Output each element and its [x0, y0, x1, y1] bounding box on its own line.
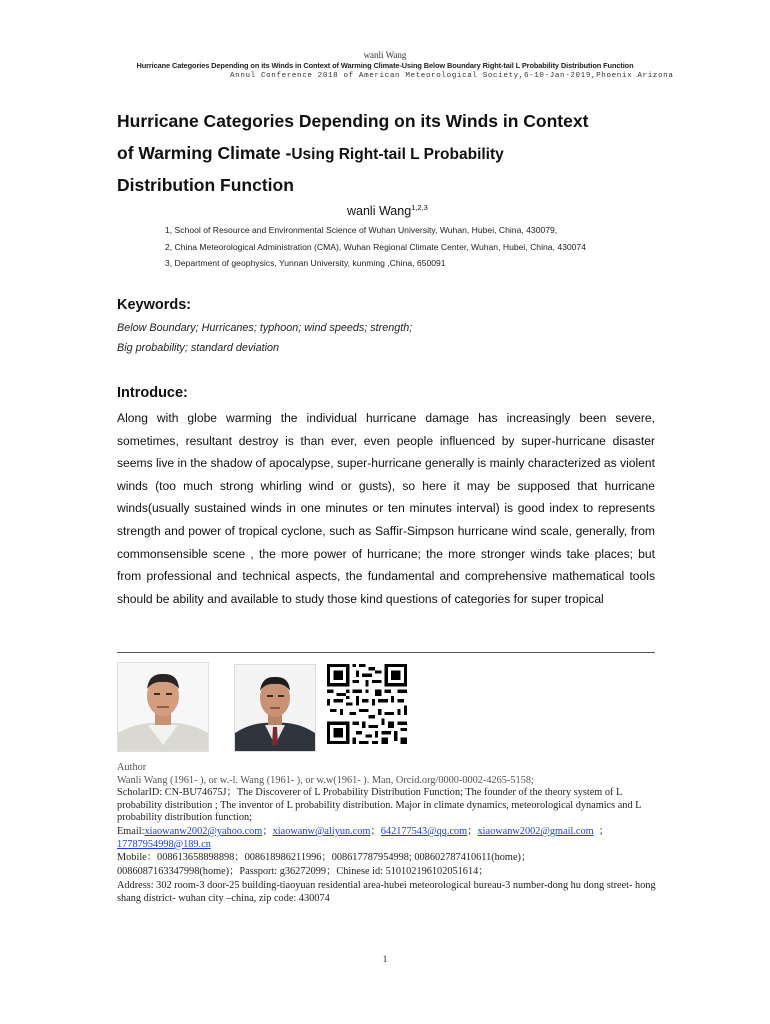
email-link-1[interactable]: xiaowanw2002@yahoo.com	[144, 826, 263, 837]
qr-code-icon	[327, 664, 407, 744]
running-head-author: wanli Wang	[363, 50, 407, 60]
title-line-2-sub: Using Right-tail L Probability	[291, 145, 504, 163]
author-superscript: 1,2,3	[411, 203, 428, 212]
author-name	[347, 203, 428, 218]
email-label: Email:	[117, 826, 145, 837]
keywords-heading: Keywords:	[117, 297, 192, 313]
footnote-address: Address: 302 room-3 door-25 building-tiaoyuan residential area-hubei meteorological bureau-3 number-dong hu dong street- hong shang district- wuhan city –china, zip code: 430074	[117, 880, 656, 904]
footnote-author-label: Author	[117, 762, 147, 773]
footnote-mobile: Mobile：008613658898898；008618986211996；008617787954998; 008602787410611(home)；	[117, 852, 532, 863]
introduce-heading: Introduce:	[117, 385, 188, 401]
email-separator: ；	[262, 826, 273, 837]
affiliation-1: 1, School of Resource and Environmental Science of Wuhan University, Wuhan, Hubei, China, 430079,	[165, 225, 558, 235]
title-line-2-main: of Warming Climate -	[117, 142, 292, 163]
footnote-rule	[117, 652, 655, 653]
running-head-title: Hurricane Categories Depending on its Winds in Context of Warming Climate-Using Below Boundary Right-tail L Probability Distribution Function	[136, 61, 634, 70]
keywords-line-1: Below Boundary; Hurricanes; typhoon; wind speeds; strength;	[117, 322, 413, 334]
paper-title	[117, 106, 677, 202]
affiliation-2: 2, China Meteorological Administration (CMA), Wuhan Regional Climate Center, Wuhan, Hubei, China, 430074	[165, 242, 586, 252]
running-head-conference: Annul Conference 2018 of American Meteorological Society,6-10-Jan-2019,Phoenix Arizona	[230, 72, 674, 80]
footnote-email	[117, 826, 657, 851]
page-number: 1	[382, 955, 388, 965]
footnote-passport: 0086087163347998(home)；Passport: g36272099；Chinese id: 510102196102051614；	[117, 866, 489, 877]
footnote-author-line: Wanli Wang (1961- ), or w.-l. Wang (1961- ), or w.w(1961- ). Man, Orcid.org/0000-0002-4265-5158;	[117, 775, 534, 786]
footnote-scholar: ScholarID: CN-BU74675J；The Discoverer of L Probability Distribution Function; The founder of the theory system of L probability distribution ; The inventor of L probability distribution. Major in climate dynamics, meteorological dynamics and L probability distribution function;	[117, 787, 642, 824]
affiliation-3: 3, Department of geophysics, Yunnan University, kunming ,China, 650091	[165, 258, 446, 268]
email-link-5[interactable]: 17787954998@189.cn	[117, 838, 211, 850]
email-link-2[interactable]: xiaowanw@aliyun.com	[272, 826, 371, 837]
title-line-1: Hurricane Categories Depending on its Winds in Context	[117, 111, 589, 131]
email-link-4[interactable]: xiaowanw2002@gmail.com	[477, 826, 594, 837]
introduce-paragraph: Along with globe warming the individual hurricane damage has increasingly been severe, sometimes, resultant destroy is than ever, even people influenced by super-hurricane disaster seems live in the shadow of apocalypse, super-hurricane generally is mainly characterized as violent winds (too much strong whirling wind or gusts), so here it may be supposed that hurricane winds(usually sustained winds in one minutes or ten minutes interval) is good index to represents strength and power of tropical cyclone, such as Saffir-Simpson hurricane wind scale, generally, from commonsensible scene , the more power of hurricane; the more stronger winds take places; but from professional and technical aspects, the fundamental and comprehensive mathematical tools should be ability and available to study those kind questions of categories for super tropical	[117, 411, 655, 606]
email-separator: ；	[598, 826, 610, 837]
email-separator: ；	[370, 826, 381, 837]
email-separator: ；	[467, 826, 478, 837]
keywords-line-2: Big probability; standard deviation	[117, 342, 280, 354]
author-name-text: wanli Wang	[347, 204, 412, 218]
title-line-3: Distribution Function	[117, 175, 294, 195]
email-link-3[interactable]: 642177543@qq.com	[380, 826, 468, 837]
author-photo-2	[234, 664, 316, 752]
author-photo-1	[117, 662, 209, 752]
